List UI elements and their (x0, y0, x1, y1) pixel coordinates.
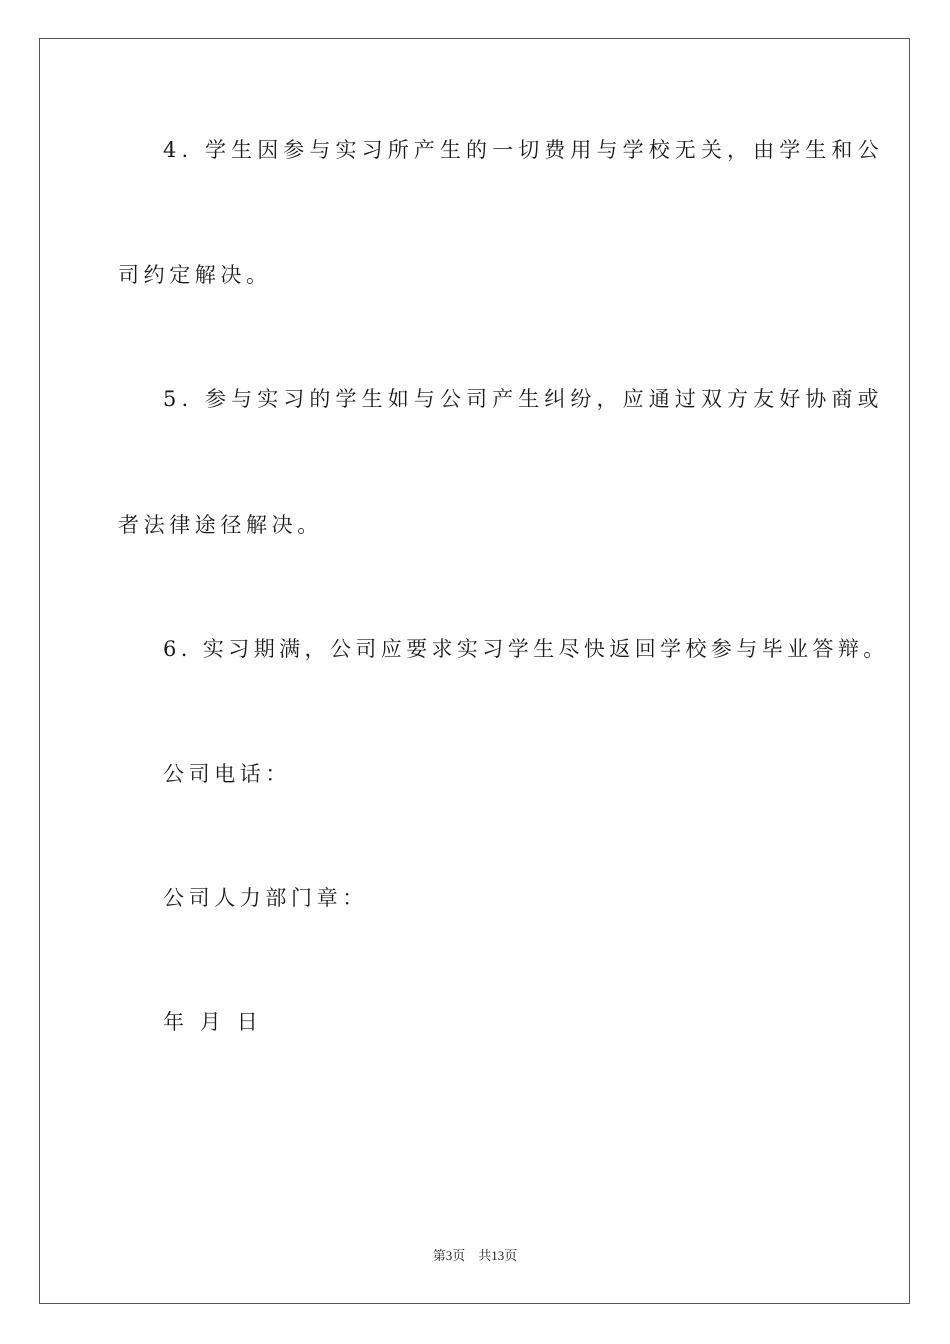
company-phone-label: 公司电话： (163, 762, 291, 786)
clause-4-line-1: 4. 学生因参与实习所产生的一切费用与学校无关，由学生和公 (163, 138, 884, 162)
hr-seal-label: 公司人力部门章： (163, 886, 368, 910)
clause-5-line-1: 5. 参与实习的学生如与公司产生纠纷，应通过双方友好协商或 (163, 387, 884, 411)
clause-5-line-2: 者法律途径解决。 (118, 513, 323, 537)
clause-6: 6. 实习期满，公司应要求实习学生尽快返回学校参与毕业答辩。 (163, 637, 889, 661)
page-frame (39, 38, 910, 1304)
page-number-footer: 第3页 共13页 (432, 1248, 518, 1263)
clause-4-line-2: 司约定解决。 (118, 263, 272, 287)
date-label: 年 月 日 (163, 1010, 263, 1034)
